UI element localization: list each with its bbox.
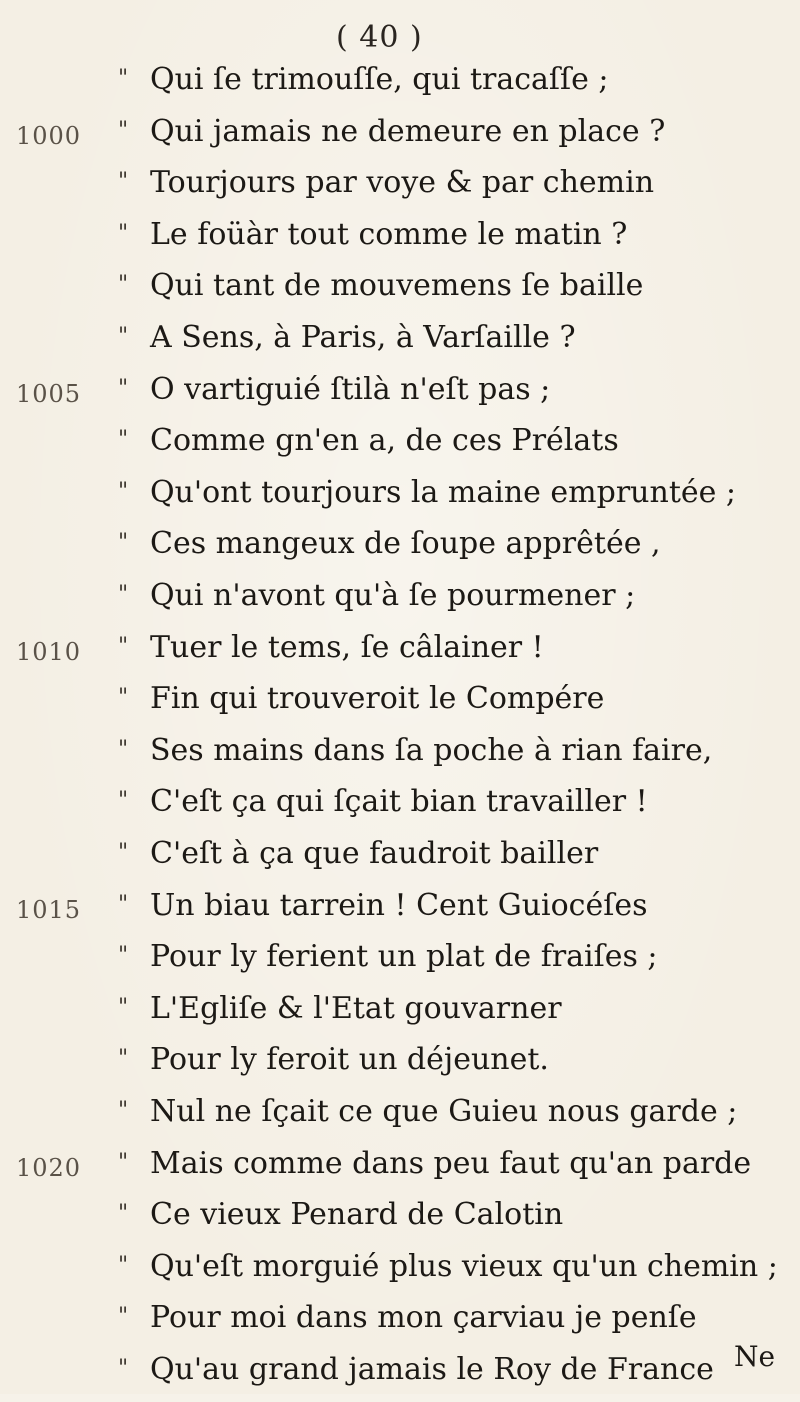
verse-line — [0, 677, 800, 731]
quote-mark: " — [118, 1046, 129, 1071]
quote-mark: " — [118, 324, 129, 349]
quote-mark: " — [118, 634, 129, 659]
quote-mark: " — [118, 479, 129, 504]
verse-line — [0, 574, 800, 628]
verse-line — [0, 58, 800, 112]
verse-line — [0, 264, 800, 318]
quote-mark: " — [118, 1253, 129, 1278]
verse-text: Pour ly feroit un déjeunet. — [150, 1042, 549, 1077]
verse-text: C'eſt à ça que faudroit bailler — [150, 836, 599, 871]
verse-line — [0, 1245, 800, 1299]
verse-text: L'Egliſe & l'Etat gouvarner — [150, 991, 562, 1026]
verse-line — [0, 780, 800, 834]
quote-mark: " — [118, 530, 129, 555]
quote-mark: " — [118, 118, 129, 143]
quote-mark: " — [118, 1356, 129, 1381]
verse-text: O vartiguié ſtilà n'eſt pas ; — [150, 372, 551, 407]
verse-text: Ce vieux Penard de Calotin — [150, 1197, 564, 1232]
verse-text: Qu'eſt morguié plus vieux qu'un chemin ; — [150, 1249, 778, 1284]
verse-line — [0, 1296, 800, 1350]
verse-line — [0, 1142, 800, 1196]
quote-mark: " — [118, 1098, 129, 1123]
quote-mark: " — [118, 66, 129, 91]
line-number: 1005 — [16, 380, 82, 408]
quote-mark: " — [118, 169, 129, 194]
verse-line — [0, 626, 800, 680]
verse-text: Qui jamais ne demeure en place ? — [150, 114, 666, 149]
line-number: 1020 — [16, 1154, 82, 1182]
verse-text: Qui tant de mouvemens ſe baille — [150, 268, 644, 303]
verse-text: Comme gn'en a, de ces Prélats — [150, 423, 619, 458]
verse-line — [0, 419, 800, 473]
verse-text: Nul ne ſçait ce que Guieu nous garde ; — [150, 1094, 738, 1129]
quote-mark: " — [118, 427, 129, 452]
verse-line — [0, 884, 800, 938]
quote-mark: " — [118, 1150, 129, 1175]
verse-text: Un biau tarrein ! Cent Guiocéſes — [150, 888, 648, 923]
verse-line — [0, 471, 800, 525]
verse-text: Le foüàr tout comme le matin ? — [150, 217, 628, 252]
quote-mark: " — [118, 892, 129, 917]
verse-line — [0, 987, 800, 1041]
verse-line — [0, 1193, 800, 1247]
quote-mark: " — [118, 788, 129, 813]
quote-mark: " — [118, 995, 129, 1020]
quote-mark: " — [118, 582, 129, 607]
page-number: ( 40 ) — [336, 20, 423, 55]
quote-mark: " — [118, 1304, 129, 1329]
verse-line — [0, 161, 800, 215]
quote-mark: " — [118, 737, 129, 762]
verse-line — [0, 935, 800, 989]
verse-text: Ses mains dans ſa poche à rian faire, — [150, 733, 713, 768]
quote-mark: " — [118, 840, 129, 865]
line-number: 1000 — [16, 122, 82, 150]
quote-mark: " — [118, 943, 129, 968]
verse-text: Ces mangeux de ſoupe apprêtée , — [150, 526, 661, 561]
verse-line — [0, 110, 800, 164]
verse-text: Tourjours par voye & par chemin — [150, 165, 655, 200]
quote-mark: " — [118, 1201, 129, 1226]
quote-mark: " — [118, 376, 129, 401]
verse-line — [0, 729, 800, 783]
quote-mark: " — [118, 272, 129, 297]
verse-text: Tuer le tems, ſe câlainer ! — [150, 630, 544, 665]
verse-text: Pour moi dans mon çarviau je penſe — [150, 1300, 697, 1335]
quote-mark: " — [118, 221, 129, 246]
verse-line — [0, 832, 800, 886]
verse-text: A Sens, à Paris, à Varſaille ? — [150, 320, 576, 355]
verse-line — [0, 368, 800, 422]
verse-text: Mais comme dans peu faut qu'an parde — [150, 1146, 752, 1181]
verse-line — [0, 316, 800, 370]
verse-text: Qui ſe trimouſſe, qui tracaſſe ; — [150, 62, 609, 97]
line-number: 1010 — [16, 638, 82, 666]
verse-text: Pour ly ferient un plat de fraiſes ; — [150, 939, 658, 974]
verse-line — [0, 213, 800, 267]
verse-line — [0, 1090, 800, 1144]
verse-text: Qu'ont tourjours la maine empruntée ; — [150, 475, 737, 510]
verse-text: Fin qui trouveroit le Compére — [150, 681, 605, 716]
verse-line — [0, 1038, 800, 1092]
verse-line — [0, 522, 800, 576]
catchword: Ne — [734, 1340, 776, 1373]
verse-text: Qui n'avont qu'à ſe pourmener ; — [150, 578, 636, 613]
line-number: 1015 — [16, 896, 82, 924]
quote-mark: " — [118, 685, 129, 710]
verse-text: C'eſt ça qui ſçait bian travailler ! — [150, 784, 648, 819]
verse-text: Qu'au grand jamais le Roy de France — [150, 1352, 714, 1387]
